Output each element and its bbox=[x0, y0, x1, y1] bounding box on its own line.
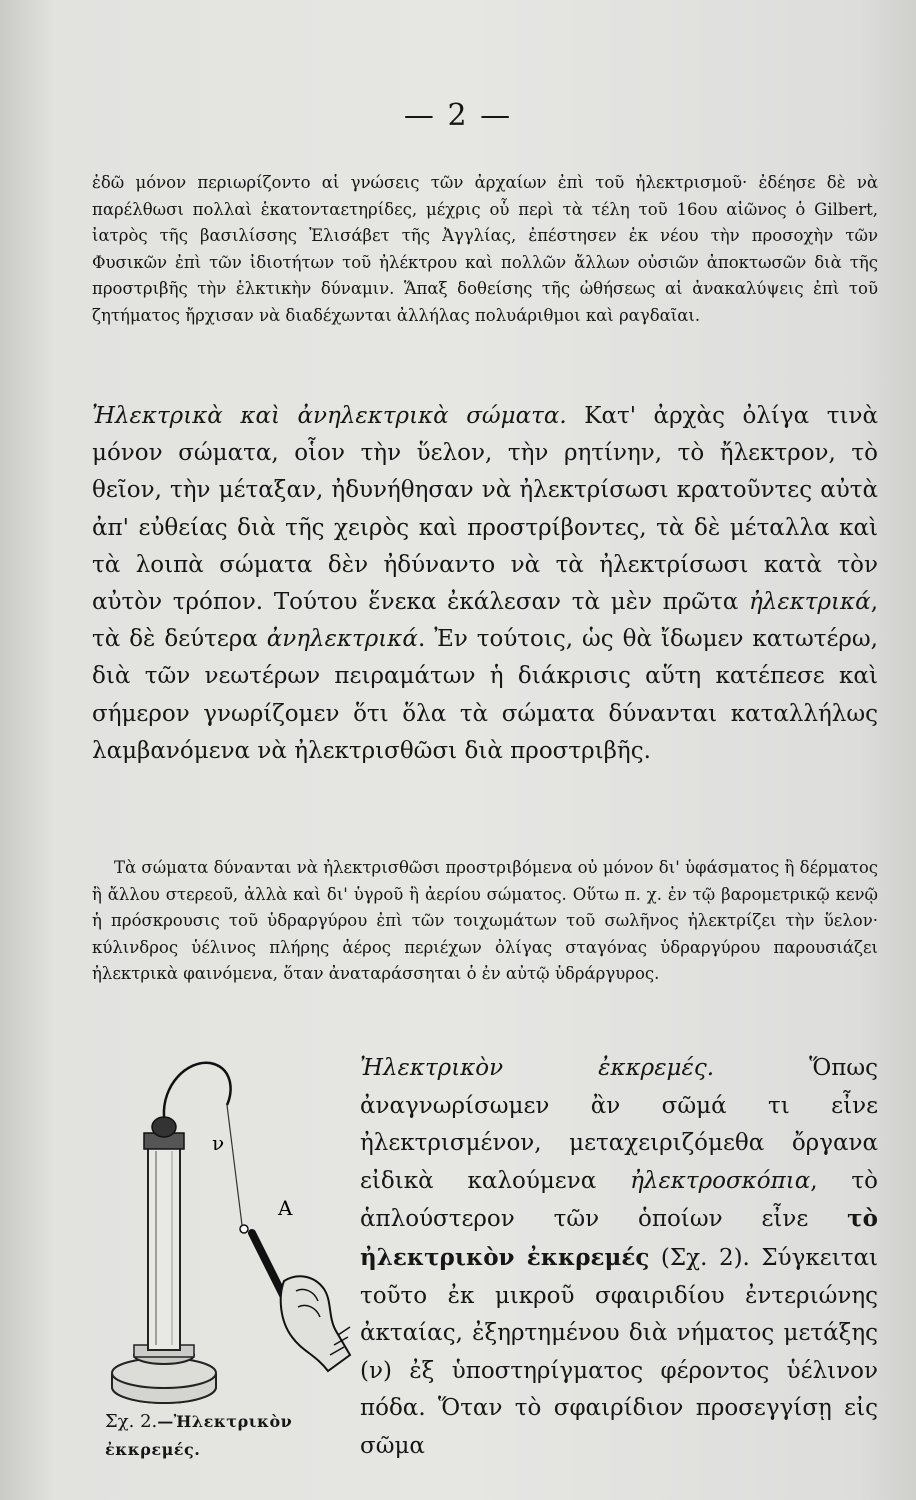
pith-ball bbox=[240, 1225, 248, 1233]
term-nonelectric: ἀνηλεκτρικά bbox=[266, 626, 418, 653]
friction-paragraph bbox=[92, 855, 878, 988]
body-text: . Ἐν τούτοις, ὡς θὰ ἴδωμεν κατωτέρω, διὰ τῶν νεωτέρων πειραμάτων ἡ διάκρισις αὕτη κατέπεσε καὶ σήμερον γνωρίζομεν ὅτι ὅλα τὰ σώματα δύνανται καταλλήλως λαμβανόμενα νὰ ἠλεκτρισθῶσι διὰ προστριβῆς. bbox=[92, 626, 878, 764]
glass-stem bbox=[148, 1145, 180, 1350]
intro-paragraph-text: ἐδῶ μόνον περιωρίζοντο αἱ γνώσεις τῶν ἀρχαίων ἐπὶ τοῦ ἠλεκτρισμοῦ· ἐδέησε δὲ νὰ παρέλθωσι πολλαὶ ἑκατονταετηρίδες, μέχρις οὗ περὶ τὰ τέλη τοῦ 16ου αἰῶνος ὁ Gilbert, ἰατρὸς τῆς βασιλίσσης Ἐλισάβετ τῆς Ἀγγλίας, ἐπέστησεν ἐκ νέου τὴν προσοχὴν τῶν Φυσικῶν ἐπὶ τῶν ἰδιοτήτων τοῦ ἠλέκτρου καὶ πολλῶν ἄλλων οὐσιῶν ἀποκτωσῶν διὰ τῆς προστριβῆς τὴν ἑλκτικὴν δύναμιν. Ἅπαξ δοθείσης τῆς ὠθήσεως αἱ ἀνακαλύψεις ἐπὶ τοῦ ζητήματος ἤρχισαν νὰ διαδέχωνται ἀλλήλας πολυάριθμοι καὶ ραγδαῖαι. bbox=[92, 173, 878, 325]
caption-title: —Ἠλεκτρικὸν ἐκκρεμές. bbox=[105, 1412, 293, 1459]
hand bbox=[281, 1276, 350, 1371]
body-text: , τὰ δὲ δεύτερα bbox=[92, 589, 878, 653]
label-point-a: Α bbox=[278, 1196, 293, 1220]
section-electric-pendulum-text bbox=[360, 1050, 878, 1466]
stem-knob bbox=[152, 1117, 176, 1137]
section-electric-bodies-text bbox=[92, 398, 878, 770]
term-electroscopes: ἠλεκτροσκόπια bbox=[630, 1167, 811, 1194]
figure-electric-pendulum bbox=[92, 1055, 352, 1415]
section-heading-electric-pendulum: Ἠλεκτρικὸν ἐκκρεμές. bbox=[360, 1055, 715, 1081]
term-electric-pendulum: τὸ ἠλεκτρικὸν ἐκκρεμές bbox=[360, 1205, 878, 1271]
figure-caption bbox=[105, 1408, 355, 1464]
friction-paragraph-text: Τὰ σώματα δύνανται νὰ ἠλεκτρισθῶσι προστριβόμενα οὐ μόνον δι' ὑφάσματος ἢ δέρματος ἢ ἄλλου στερεοῦ, ἀλλὰ καὶ δι' ὑγροῦ ἢ ἀερίου σώματος. Οὕτω π. χ. ἐν τῷ βαρομετρικῷ κενῷ ἡ πρόσκρουσις τοῦ ὑδραργύρου ἐπὶ τῶν τοιχωμάτων τοῦ σωλῆνος ἠλεκτρίζει τὴν ὕελον· κύλινδρος ὑέλινος πλήρης ἀέρος περιέχων ὀλίγας σταγόνας ὑδραργύρου παρουσιάζει ἠλεκτρικὰ φαινόμενα, ὅταν ἀναταράσσηται ὁ ἐν αὐτῷ ὑδράργυρος. bbox=[92, 858, 878, 983]
section-electric-bodies bbox=[92, 398, 878, 770]
label-thread: ν bbox=[212, 1131, 225, 1155]
body-text: Ὅπως ἀναγνωρίσωμεν ἂν σῶμά τι εἶνε ἠλεκτρισμένον, μεταχειριζόμεθα ὄργανα εἰδικὰ καλούμενα bbox=[360, 1055, 878, 1194]
section-heading-electric-bodies: Ἠλεκτρικὰ καὶ ἀνηλεκτρικὰ σώματα. bbox=[92, 403, 567, 429]
body-text: (Σχ. 2). Σύγκειται τοῦτο ἐκ μικροῦ σφαιριδίου ἐντεριώνης ἀκταίας, ἐξηρτημένου διὰ νήματος μετάξης (ν) ἐξ ὑποστηρίγματος φέροντος ὑέλινον πόδα. Ὅταν τὸ σφαιρίδιον προσεγγίσῃ εἰς σῶμα bbox=[360, 1244, 878, 1459]
silk-thread bbox=[227, 1105, 242, 1225]
intro-paragraph bbox=[92, 170, 878, 329]
body-text: Κατ' ἀρχὰς ὀλίγα τινὰ μόνον σώματα, οἷον τὴν ὕελον, τὴν ρητίνην, τὸ ἤλεκτρον, τὸ θεῖον, τὴν μέταξαν, ἠδυνήθησαν νὰ ἠλεκτρίσωσι κρατοῦντες αὐτὰ ἀπ' εὐθείας διὰ τῆς χειρὸς καὶ προστρίβοντες, τὰ δὲ μέταλλα καὶ τὰ λοιπὰ σώματα δὲν ἠδύναντο νὰ τὰ ἠλεκτρίσωσι κατὰ τὸν αὐτὸν τρόπον. Τούτου ἕνεκα ἐκάλεσαν τὰ μὲν πρῶτα bbox=[92, 403, 878, 616]
pendulum-hook bbox=[164, 1063, 231, 1117]
term-electric: ἠλεκτρικά bbox=[749, 589, 871, 616]
section-electric-pendulum bbox=[360, 1050, 878, 1466]
caption-number: Σχ. 2. bbox=[105, 1411, 158, 1432]
body-text: , τὸ ἁπλούστερον τῶν ὁποίων εἶνε bbox=[360, 1167, 878, 1233]
page-number: — 2 — bbox=[403, 98, 513, 133]
